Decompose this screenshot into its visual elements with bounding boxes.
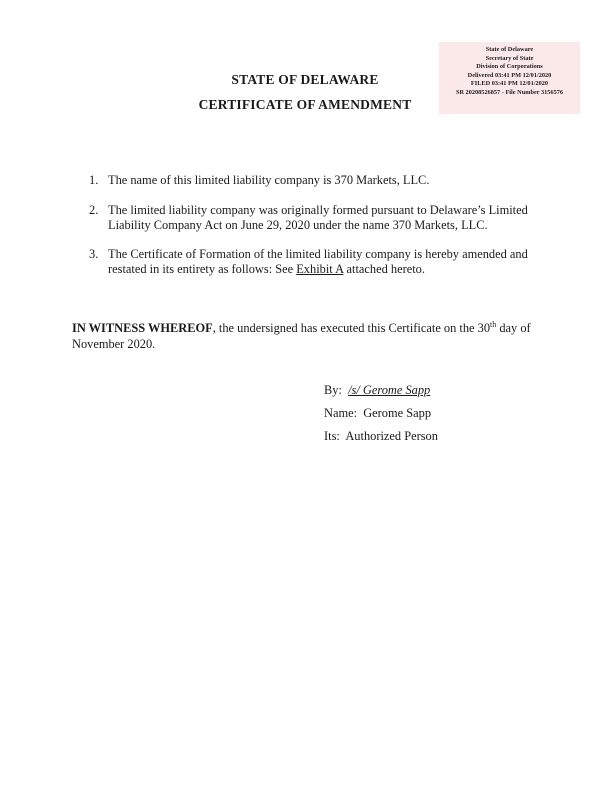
witness-text: , the undersigned has executed this Certificate on the 30 — [212, 321, 491, 335]
item-text: The name of this limited liability company is 370 Markets, LLC. — [108, 173, 430, 187]
item-number: 2. — [89, 203, 99, 217]
item-text — [108, 261, 425, 277]
by-label: By: — [324, 383, 342, 397]
item-number: 1. — [89, 173, 99, 187]
filing-stamp — [439, 42, 580, 114]
stamp-line: FILED 03:41 PM 12/01/2020 — [470, 80, 549, 88]
document-title: CERTIFICATE OF AMENDMENT — [198, 97, 412, 112]
exhibit-a-reference: Exhibit A — [296, 262, 344, 276]
state-heading: STATE OF DELAWARE — [231, 72, 379, 87]
signature-name-row — [324, 405, 431, 421]
witness-date: November 2020. — [72, 337, 156, 351]
its-label: Its: — [324, 429, 340, 443]
item-number: 3. — [89, 247, 99, 261]
name-value: Gerome Sapp — [363, 406, 432, 420]
item-text-segment: restated in its entirety as follows: See — [108, 262, 297, 276]
stamp-line: Secretary of State — [485, 54, 534, 62]
witness-text: day of — [496, 321, 531, 335]
item-text-segment: attached hereto. — [343, 262, 425, 276]
its-value: Authorized Person — [345, 429, 438, 443]
item-text: Liability Company Act on June 29, 2020 under the name 370 Markets, LLC. — [108, 218, 488, 232]
stamp-line: Division of Corporations — [476, 63, 543, 71]
stamp-line: Delivered 03:41 PM 12/01/2020 — [467, 71, 552, 79]
signature-by-row — [324, 382, 430, 398]
witness-lead: IN WITNESS WHEREOF — [72, 321, 213, 335]
stamp-line: SR 20208526857 - File Number 3156576 — [455, 88, 564, 96]
item-text: The Certificate of Formation of the limited liability company is hereby amended and — [108, 247, 528, 261]
ordinal-suffix: th — [490, 320, 497, 329]
stamp-line: State of Delaware — [485, 46, 534, 53]
name-label: Name: — [324, 406, 358, 420]
signature-its-row — [324, 428, 438, 444]
item-text: The limited liability company was originally formed pursuant to Delaware’s Limited — [108, 203, 528, 217]
signature-value: /s/ Gerome Sapp — [348, 383, 431, 397]
witness-clause — [72, 320, 531, 336]
